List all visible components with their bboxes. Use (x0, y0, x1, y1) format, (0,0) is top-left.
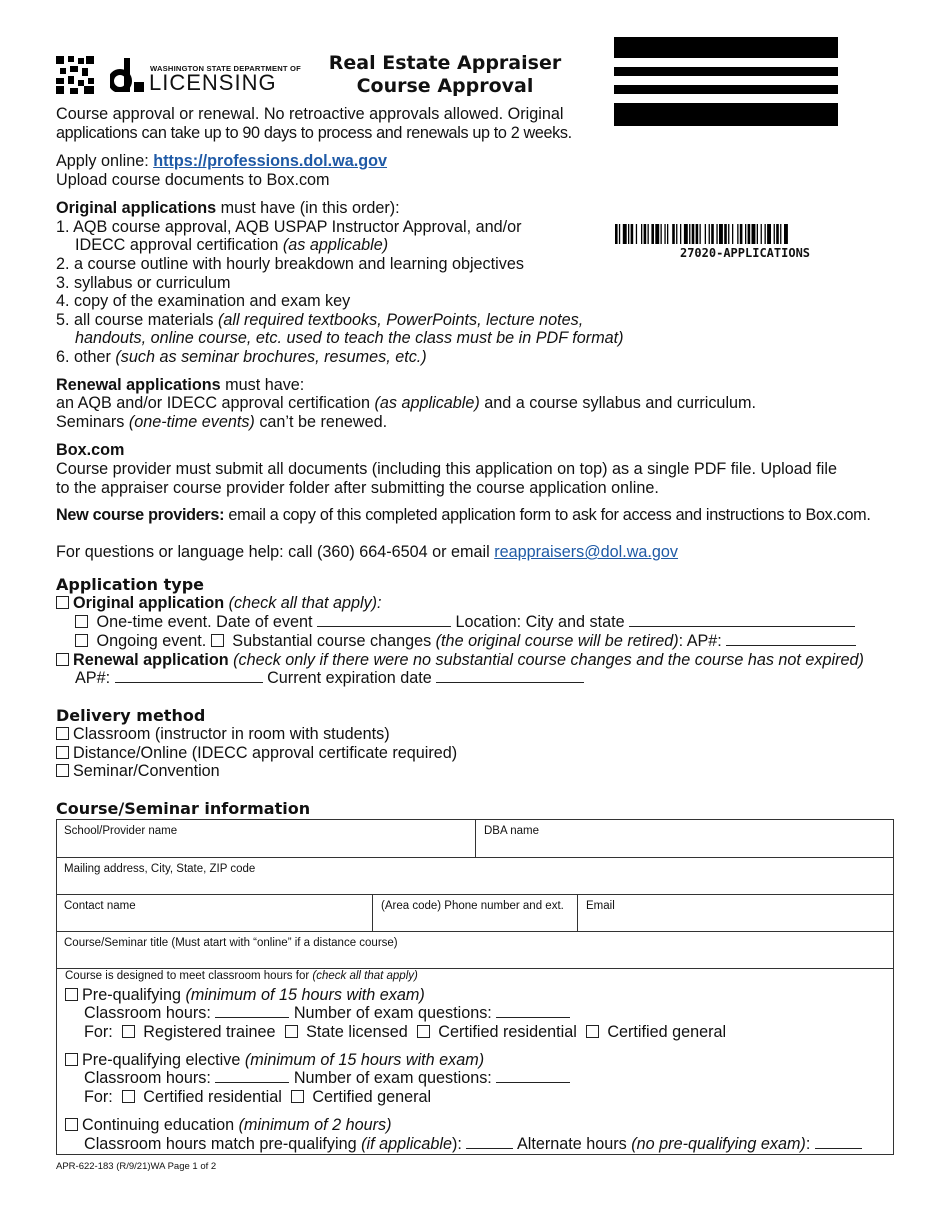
alternate-label: Alternate hours (517, 1135, 632, 1153)
renewal-heading (56, 376, 304, 395)
redaction-bar-4 (614, 103, 838, 126)
elective-questions-field[interactable] (496, 1069, 570, 1083)
delivery-heading: Delivery method (56, 706, 206, 725)
barcode-bar (684, 224, 688, 244)
registered-trainee-label: Registered trainee (143, 1023, 276, 1041)
original-item-1b (75, 236, 388, 255)
elective-hours-label: Classroom hours: (84, 1069, 211, 1087)
renewal-line-2b: (one-time events) (128, 413, 255, 431)
alternate-end: : (805, 1135, 811, 1153)
footer-code: APR-622-183 (R/9/21)WA Page 1 of 2 (56, 1161, 217, 1172)
original-item-1b-italic: (as applicable) (282, 236, 389, 254)
expiration-field[interactable] (436, 669, 584, 683)
barcode-bar (716, 224, 717, 244)
prequal-questions-field[interactable] (496, 1004, 570, 1018)
mailing-label: Mailing address, City, State, ZIP code (64, 863, 256, 875)
new-providers-rest: email a copy of this completed application form to ask for access and instructions to Box.com. (224, 506, 871, 524)
barcode-bar (780, 224, 781, 244)
delivery-classroom-checkbox[interactable] (56, 727, 69, 740)
barcode-label: 27020-APPLICATIONS (679, 246, 811, 260)
barcode-bar (615, 224, 618, 244)
prequal-cert-gen-label: Certified general (607, 1023, 727, 1041)
original-item-4: 4. copy of the examination and exam key (56, 292, 351, 310)
application-type-heading: Application type (56, 575, 205, 594)
one-time-label: One-time event. Date of event (96, 613, 313, 631)
delivery-online-label: Distance/Online (IDECC approval certificate required) (73, 744, 458, 762)
designed-note: (check all that apply) (312, 970, 418, 982)
barcode-bar (740, 224, 743, 244)
barcode-bar (748, 224, 751, 244)
barcode-bar (776, 224, 779, 244)
prequal-checkbox[interactable] (65, 988, 78, 1001)
prequal-cert-res-checkbox[interactable] (417, 1025, 430, 1038)
substantial-ap-label: : AP#: (678, 632, 722, 650)
delivery-seminar-checkbox[interactable] (56, 764, 69, 777)
dba-cell[interactable] (476, 819, 894, 857)
original-item-6-text: 6. other (56, 348, 116, 366)
barcode-bar (644, 224, 647, 244)
barcode-bar (692, 224, 695, 244)
barcode-bar (661, 224, 662, 244)
barcode-bar (641, 224, 642, 244)
phone-cell[interactable] (373, 894, 577, 931)
barcode-bar (709, 224, 710, 244)
phone-label: (Area code) Phone number and ext. (381, 900, 564, 912)
elective-cert-res-checkbox[interactable] (122, 1090, 135, 1103)
ce-row (65, 1116, 392, 1135)
renewal-heading-rest: must have: (220, 376, 305, 394)
barcode-bar (676, 224, 677, 244)
prequal-hours-row (84, 1004, 570, 1023)
alternate-hours-field[interactable] (815, 1135, 862, 1149)
elective-cert-gen-label: Certified general (312, 1088, 432, 1106)
original-application-row (56, 594, 382, 613)
barcode-bar (752, 224, 756, 244)
form-title-line1: Real Estate Appraiser (328, 52, 562, 74)
redaction-bar-3 (614, 85, 838, 94)
course-info-heading: Course/Seminar information (56, 799, 311, 818)
delivery-online-row (56, 744, 457, 763)
box-heading: Box.com (56, 441, 125, 459)
renewal-application-row (56, 651, 864, 670)
barcode-bar (667, 224, 668, 244)
location-label: Location: City and state (455, 613, 625, 631)
barcode-bar (651, 224, 654, 244)
renewal-line-2c: can’t be renewed. (254, 413, 388, 431)
barcode-bar (655, 224, 659, 244)
original-item-5a (56, 311, 583, 330)
original-application-note: (check all that apply): (224, 594, 382, 612)
elective-questions-label: Number of exam questions: (293, 1069, 492, 1087)
substantial-label: Substantial course changes (232, 632, 436, 650)
renewal-line-1a: an AQB and/or IDECC approval certification (56, 394, 375, 412)
elective-for-label: For: (84, 1088, 113, 1106)
questions-email-link[interactable]: reappraisers@dol.wa.gov (494, 543, 679, 561)
prequal-note: (minimum of 15 hours with exam) (185, 986, 425, 1004)
one-time-checkbox[interactable] (75, 615, 88, 628)
title-cell[interactable] (56, 931, 894, 968)
elective-label: Pre-qualifying elective (82, 1051, 245, 1069)
substantial-changes-checkbox[interactable] (211, 634, 224, 647)
agency-name-big: LICENSING (149, 70, 277, 95)
original-heading (56, 199, 400, 218)
prequal-hours-field[interactable] (215, 1004, 289, 1018)
barcode-bar (737, 224, 738, 244)
prequal-cert-res-label: Certified residential (438, 1023, 577, 1041)
prequal-for-label: For: (84, 1023, 113, 1041)
location-field[interactable] (629, 613, 855, 627)
barcode-bar (700, 224, 701, 244)
delivery-seminar-row (56, 762, 220, 781)
apply-online-link[interactable]: https://professions.dol.wa.gov (153, 152, 388, 170)
barcode-bar (711, 224, 714, 244)
barcode-bar (623, 224, 627, 244)
barcode-bar (761, 224, 762, 244)
intro-line-1: Course approval or renewal. No retroactive approvals allowed. Original (56, 105, 564, 123)
ce-note: (minimum of 2 hours) (238, 1116, 392, 1134)
dba-label: DBA name (484, 825, 539, 837)
ongoing-label: Ongoing event. (96, 632, 207, 650)
prequal-row (65, 986, 425, 1005)
prequal-questions-label: Number of exam questions: (293, 1004, 492, 1022)
barcode-bar (672, 224, 675, 244)
registered-trainee-checkbox[interactable] (122, 1025, 135, 1038)
mailing-cell[interactable] (56, 857, 894, 894)
elective-cert-gen-checkbox[interactable] (291, 1090, 304, 1103)
expiration-label: Current expiration date (267, 669, 432, 687)
renewal-line-2a: Seminars (56, 413, 129, 431)
original-item-6 (56, 348, 427, 367)
barcode-bar (648, 224, 649, 244)
barcode-bar (728, 224, 729, 244)
designed-label (65, 970, 418, 982)
barcode-bar (619, 224, 620, 244)
renewal-ap-row (75, 669, 584, 688)
barcode-bar (689, 224, 690, 244)
elective-hours-field[interactable] (215, 1069, 289, 1083)
original-item-2: 2. a course outline with hourly breakdown and learning objectives (56, 255, 524, 273)
elective-checkbox[interactable] (65, 1053, 78, 1066)
one-time-row (75, 613, 855, 632)
agency-name-small: WASHINGTON STATE DEPARTMENT OF (150, 64, 301, 73)
renewal-ap-label: AP#: (75, 669, 111, 687)
barcode (615, 224, 888, 244)
ongoing-checkbox[interactable] (75, 634, 88, 647)
barcode-bar (636, 224, 637, 244)
prequal-cert-gen-checkbox[interactable] (586, 1025, 599, 1038)
contact-label: Contact name (64, 900, 136, 912)
questions-text: For questions or language help: call (360) 664-6504 or email (56, 543, 495, 561)
delivery-seminar-label: Seminar/Convention (73, 762, 220, 780)
elective-cert-res-label: Certified residential (143, 1088, 282, 1106)
ongoing-row (75, 632, 856, 651)
substantial-ap-field[interactable] (726, 632, 856, 646)
elective-note: (minimum of 15 hours with exam) (244, 1051, 485, 1069)
elective-row (65, 1051, 484, 1070)
state-licensed-checkbox[interactable] (285, 1025, 298, 1038)
prequal-for-row (84, 1023, 726, 1042)
barcode-bar (774, 224, 775, 244)
barcode-bar (705, 224, 706, 244)
form-title (300, 52, 590, 98)
ce-checkbox[interactable] (65, 1118, 78, 1131)
original-application-checkbox[interactable] (56, 596, 69, 609)
prequal-label: Pre-qualifying (82, 986, 186, 1004)
barcode-bar (745, 224, 746, 244)
elective-hours-row (84, 1069, 570, 1088)
questions (56, 543, 678, 562)
prequal-hours-label: Classroom hours: (84, 1004, 211, 1022)
original-item-6-italic: (such as seminar brochures, resumes, etc.) (115, 348, 427, 366)
barcode-bar (767, 224, 771, 244)
qr-code (56, 56, 94, 94)
original-heading-bold: Original applications (56, 199, 217, 217)
original-application-label: Original application (73, 594, 225, 612)
delivery-online-checkbox[interactable] (56, 746, 69, 759)
upload-text: Upload course documents to Box.com (56, 171, 330, 189)
alternate-note: (no pre-qualifying exam) (631, 1135, 806, 1153)
redaction-bar-2 (614, 67, 838, 76)
barcode-bar (628, 224, 629, 244)
original-heading-rest: must have (in this order): (216, 199, 400, 217)
apply-online (56, 152, 387, 171)
new-providers-bold: New course providers: (56, 506, 225, 524)
email-cell[interactable] (578, 894, 894, 931)
ce-hours-row (84, 1135, 862, 1154)
title-label: Course/Seminar title (Must atart with “online” if a distance course) (64, 937, 398, 949)
new-providers (56, 506, 871, 525)
substantial-note: (the original course will be retired) (435, 632, 679, 650)
form-title-line2: Course Approval (356, 75, 534, 97)
renewal-line-1 (56, 394, 756, 413)
original-item-5a-text: 5. all course materials (56, 311, 218, 329)
barcode-bar (696, 224, 699, 244)
school-cell[interactable] (56, 819, 475, 857)
renewal-line-2 (56, 413, 387, 432)
renewal-application-label: Renewal application (73, 651, 229, 669)
original-item-1a: 1. AQB course approval, AQB USPAP Instructor Approval, and/or (56, 218, 522, 236)
renewal-line-1b: (as applicable) (374, 394, 480, 412)
barcode-bar (719, 224, 723, 244)
barcode-bar (732, 224, 733, 244)
match-end: ): (452, 1135, 462, 1153)
apply-online-label: Apply online: (56, 152, 154, 170)
renewal-application-checkbox[interactable] (56, 653, 69, 666)
barcode-bar (757, 224, 758, 244)
email-label: Email (586, 900, 615, 912)
renewal-ap-field[interactable] (115, 669, 263, 683)
ce-label: Continuing education (82, 1116, 239, 1134)
elective-for-row (84, 1088, 431, 1107)
renewal-application-note: (check only if there were no substantial course changes and the course has not expired) (228, 651, 864, 669)
event-date-field[interactable] (317, 613, 451, 627)
delivery-classroom-label: Classroom (instructor in room with students) (73, 725, 390, 743)
intro-line-2: applications can take up to 90 days to process and renewals up to 2 weeks. (56, 124, 572, 142)
delivery-classroom-row (56, 725, 390, 744)
box-line-2: to the appraiser course provider folder after submitting the course application online. (56, 479, 659, 497)
original-item-5a-italic: (all required textbooks, PowerPoints, lecture notes, (217, 311, 584, 329)
barcode-bar (664, 224, 665, 244)
redaction-bar-1 (614, 37, 838, 58)
barcode-bar (784, 224, 788, 244)
barcode-bar (724, 224, 727, 244)
table-rule-4 (56, 968, 894, 969)
match-label: Classroom hours match pre-qualifying (84, 1135, 362, 1153)
barcode-bar (631, 224, 634, 244)
original-item-5b: handouts, online course, etc. used to teach the class must be in PDF format) (75, 329, 624, 347)
match-hours-field[interactable] (466, 1135, 513, 1149)
renewal-line-1c: and a course syllabus and curriculum. (479, 394, 757, 412)
renewal-heading-bold: Renewal applications (56, 376, 221, 394)
contact-cell[interactable] (56, 894, 372, 931)
original-item-1b-text: IDECC approval certification (75, 236, 283, 254)
state-licensed-label: State licensed (306, 1023, 408, 1041)
barcode-bar (680, 224, 681, 244)
designed-text: Course is designed to meet classroom hours for (65, 970, 313, 982)
barcode-bar (765, 224, 766, 244)
box-line-1: Course provider must submit all documents (including this application on top) as a single PDF file. Upload file (56, 460, 837, 478)
school-label: School/Provider name (64, 825, 178, 837)
dol-logo-icon (110, 58, 146, 92)
match-note: (if applicable (361, 1135, 452, 1153)
original-item-3: 3. syllabus or curriculum (56, 274, 231, 292)
